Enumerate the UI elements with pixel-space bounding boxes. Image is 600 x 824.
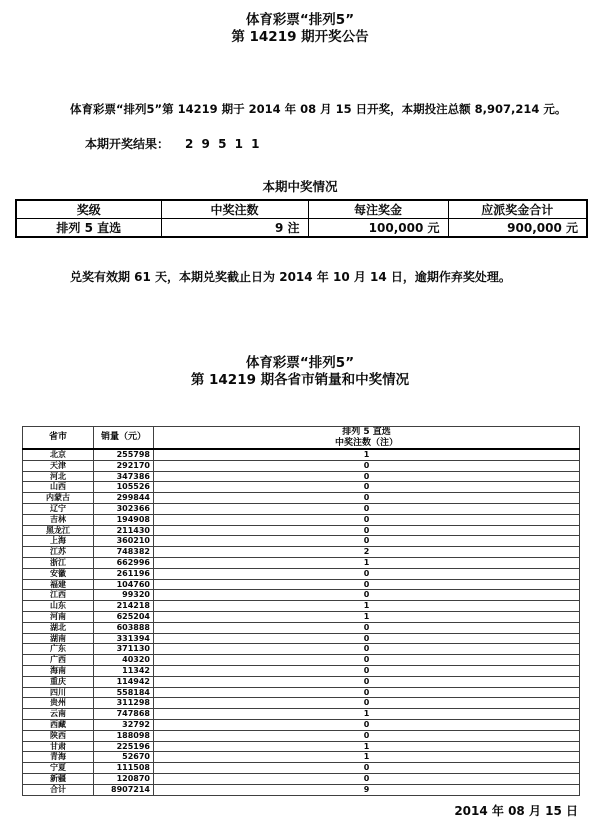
province-name-cell: 广西 (23, 655, 94, 666)
sales-amount-cell: 371130 (94, 644, 154, 655)
table-row (23, 719, 580, 730)
win-count-cell: 1 (154, 611, 580, 622)
footer-date: 2014 年 08 月 15 日 (454, 803, 578, 818)
sales-amount-cell: 311298 (94, 698, 154, 709)
province-name-cell: 湖南 (23, 633, 94, 644)
title-line-2: 第 14219 期开奖公告 (231, 29, 369, 45)
province-header-wins-line-2: 中奖注数（注） (334, 437, 398, 448)
table-row (23, 536, 580, 547)
table-row (23, 633, 580, 644)
win-count-cell: 2 (154, 547, 580, 558)
province-name-cell: 安徽 (23, 568, 94, 579)
sales-amount-cell: 625204 (94, 611, 154, 622)
table-row (23, 741, 580, 752)
province-name-cell: 辽宁 (23, 503, 94, 514)
province-section-title (0, 355, 600, 389)
win-count-cell: 0 (154, 719, 580, 730)
prize-level-cell: 排列 5 直选 (16, 219, 161, 238)
sales-amount-cell: 52670 (94, 752, 154, 763)
sales-amount-cell: 225196 (94, 741, 154, 752)
win-count-cell: 0 (154, 503, 580, 514)
win-count-cell: 9 (154, 784, 580, 795)
table-header-row (16, 200, 587, 219)
province-name-cell: 浙江 (23, 557, 94, 568)
draw-result-numbers: 2 9 5 1 1 (185, 137, 262, 151)
table-row (23, 503, 580, 514)
sales-amount-cell: 302366 (94, 503, 154, 514)
win-count-cell: 0 (154, 633, 580, 644)
province-name-cell: 四川 (23, 687, 94, 698)
table-row (23, 752, 580, 763)
sales-amount-cell: 748382 (94, 547, 154, 558)
win-count-cell: 1 (154, 601, 580, 612)
province-name-cell: 河北 (23, 471, 94, 482)
table-row (23, 687, 580, 698)
sales-amount-cell: 331394 (94, 633, 154, 644)
win-count-cell: 1 (154, 449, 580, 460)
sales-amount-cell: 211430 (94, 525, 154, 536)
win-count-cell: 0 (154, 568, 580, 579)
province-name-cell: 湖北 (23, 622, 94, 633)
table-header-row (23, 427, 580, 450)
table-row (23, 698, 580, 709)
prize-header-per-bet: 每注奖金 (308, 200, 448, 219)
province-name-cell: 北京 (23, 449, 94, 460)
sales-amount-cell: 558184 (94, 687, 154, 698)
prize-header-total: 应派奖金合计 (448, 200, 587, 219)
province-name-cell: 重庆 (23, 676, 94, 687)
win-count-cell: 0 (154, 676, 580, 687)
win-count-cell: 0 (154, 482, 580, 493)
sales-amount-cell: 347386 (94, 471, 154, 482)
table-row (23, 471, 580, 482)
table-row (23, 514, 580, 525)
prize-table-header (16, 200, 587, 219)
province-name-cell: 上海 (23, 536, 94, 547)
win-count-cell: 0 (154, 460, 580, 471)
province-title-line-1: 体育彩票“排列5” (245, 355, 355, 371)
province-name-cell: 青海 (23, 752, 94, 763)
sales-amount-cell: 11342 (94, 665, 154, 676)
table-row (23, 493, 580, 504)
sales-amount-cell: 292170 (94, 460, 154, 471)
province-table (22, 426, 580, 796)
table-row (23, 655, 580, 666)
province-table-body (23, 449, 580, 795)
sales-amount-cell: 603888 (94, 622, 154, 633)
table-row (23, 460, 580, 471)
win-count-cell: 1 (154, 709, 580, 720)
province-name-cell: 天津 (23, 460, 94, 471)
draw-result-line (0, 135, 600, 152)
province-name-cell: 云南 (23, 709, 94, 720)
total-prize-cell: 900,000 元 (448, 219, 587, 238)
table-row (23, 525, 580, 536)
win-count-cell: 0 (154, 644, 580, 655)
sales-amount-cell: 32792 (94, 719, 154, 730)
win-count-cell: 0 (154, 687, 580, 698)
province-name-cell: 广东 (23, 644, 94, 655)
win-count-cell: 0 (154, 536, 580, 547)
sales-amount-cell: 40320 (94, 655, 154, 666)
sales-amount-cell: 261196 (94, 568, 154, 579)
prize-table-body (16, 219, 587, 238)
sales-amount-cell: 299844 (94, 493, 154, 504)
province-header-name: 省市 (23, 427, 94, 450)
sales-amount-cell: 105526 (94, 482, 154, 493)
intro-paragraph: 体育彩票“排列5”第 14219 期于 2014 年 08 月 15 日开奖，本期投注总额 8,907,214 元。 (70, 102, 567, 116)
sales-amount-cell: 194908 (94, 514, 154, 525)
sales-amount-cell: 114942 (94, 676, 154, 687)
win-count-cell: 0 (154, 471, 580, 482)
win-count-cell: 0 (154, 655, 580, 666)
table-row (23, 784, 580, 795)
table-row (23, 601, 580, 612)
prize-table (15, 199, 588, 238)
win-count-cell: 0 (154, 763, 580, 774)
sales-amount-cell: 188098 (94, 730, 154, 741)
win-count-cell: 1 (154, 741, 580, 752)
prize-header-count: 中奖注数 (161, 200, 308, 219)
win-count-cell: 0 (154, 622, 580, 633)
province-name-cell: 吉林 (23, 514, 94, 525)
province-name-cell: 宁夏 (23, 763, 94, 774)
province-name-cell: 山东 (23, 601, 94, 612)
province-name-cell: 江西 (23, 590, 94, 601)
table-row (23, 622, 580, 633)
table-row (23, 557, 580, 568)
table-row (23, 579, 580, 590)
table-row (23, 730, 580, 741)
table-row (23, 449, 580, 460)
table-row (23, 644, 580, 655)
sales-amount-cell: 8907214 (94, 784, 154, 795)
province-header-sales: 销量（元） (94, 427, 154, 450)
win-count-cell: 0 (154, 493, 580, 504)
sales-amount-cell: 360210 (94, 536, 154, 547)
province-name-cell: 陕西 (23, 730, 94, 741)
province-name-cell: 河南 (23, 611, 94, 622)
sales-amount-cell: 214218 (94, 601, 154, 612)
win-count-cell: 0 (154, 730, 580, 741)
province-name-cell: 合计 (23, 784, 94, 795)
province-name-cell: 黑龙江 (23, 525, 94, 536)
win-count-cell: 0 (154, 590, 580, 601)
table-row (23, 590, 580, 601)
province-name-cell: 内蒙古 (23, 493, 94, 504)
win-count-cell: 0 (154, 525, 580, 536)
sales-amount-cell: 662996 (94, 557, 154, 568)
prize-table-title: 本期中奖情况 (262, 179, 338, 194)
province-title-line-2: 第 14219 期各省市销量和中奖情况 (190, 372, 410, 388)
redeem-notice: 兑奖有效期 61 天，本期兑奖截止日为 2014 年 10 月 14 日，逾期作弃奖处理。 (70, 270, 511, 284)
win-count-cell: 0 (154, 665, 580, 676)
sales-amount-cell: 747868 (94, 709, 154, 720)
province-name-cell: 西藏 (23, 719, 94, 730)
draw-result-label: 本期开奖结果： (85, 137, 170, 151)
table-row (16, 219, 587, 238)
province-table-header (23, 427, 580, 450)
win-count-cell: 9 注 (161, 219, 308, 238)
win-count-cell: 0 (154, 514, 580, 525)
province-name-cell: 新疆 (23, 773, 94, 784)
table-row (23, 773, 580, 784)
announcement-title (0, 0, 600, 46)
table-row (23, 665, 580, 676)
province-header-wins (154, 427, 580, 450)
prize-header-level: 奖级 (16, 200, 161, 219)
sales-amount-cell: 120870 (94, 773, 154, 784)
province-header-wins-line-1: 排列 5 直选 (342, 427, 391, 437)
win-count-cell: 1 (154, 557, 580, 568)
sales-amount-cell: 111508 (94, 763, 154, 774)
province-name-cell: 山西 (23, 482, 94, 493)
win-count-cell: 0 (154, 579, 580, 590)
table-row (23, 547, 580, 558)
province-name-cell: 甘肃 (23, 741, 94, 752)
table-row (23, 611, 580, 622)
table-row (23, 568, 580, 579)
table-row (23, 709, 580, 720)
title-line-1: 体育彩票“排列5” (245, 12, 355, 28)
table-row (23, 763, 580, 774)
per-bet-prize-cell: 100,000 元 (308, 219, 448, 238)
win-count-cell: 0 (154, 773, 580, 784)
sales-amount-cell: 255798 (94, 449, 154, 460)
province-name-cell: 贵州 (23, 698, 94, 709)
sales-amount-cell: 104760 (94, 579, 154, 590)
province-name-cell: 江苏 (23, 547, 94, 558)
table-row (23, 482, 580, 493)
province-name-cell: 福建 (23, 579, 94, 590)
sales-amount-cell: 99320 (94, 590, 154, 601)
table-row (23, 676, 580, 687)
province-name-cell: 海南 (23, 665, 94, 676)
win-count-cell: 1 (154, 752, 580, 763)
win-count-cell: 0 (154, 698, 580, 709)
